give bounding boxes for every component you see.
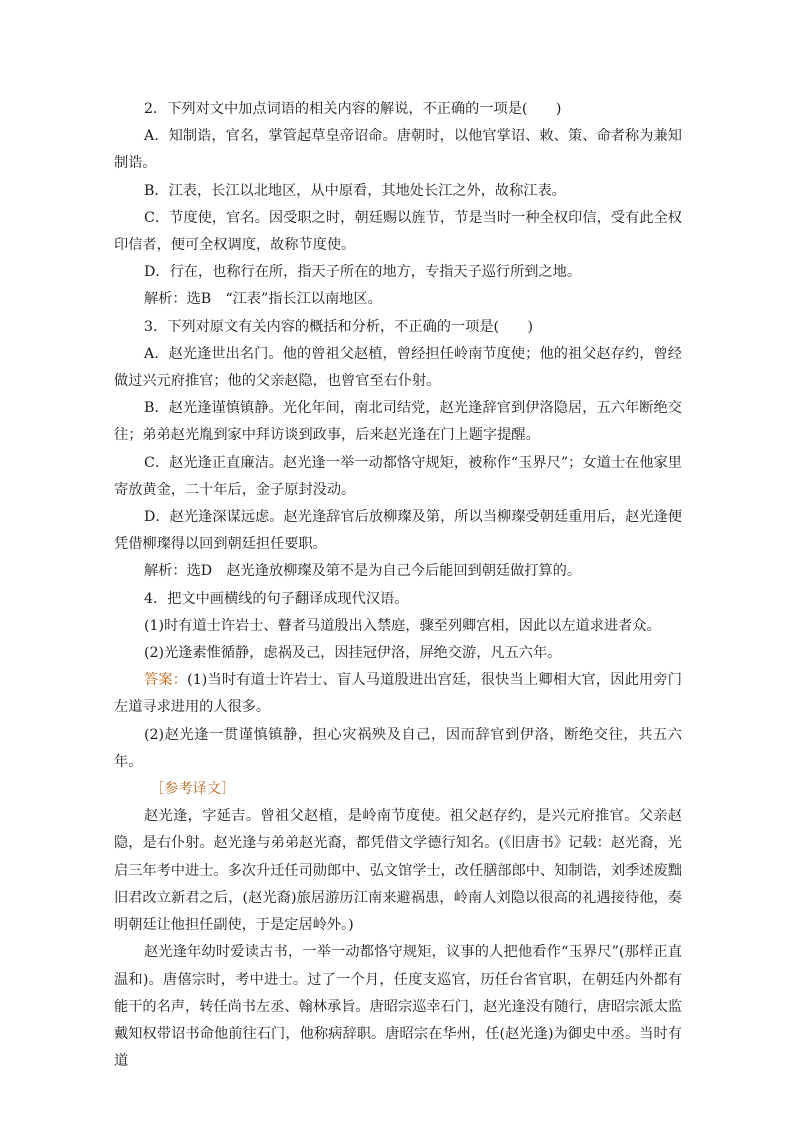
question-3-option-d: D．赵光逢深谋远虑。赵光逢辞官后放柳璨及第，所以当柳璨受朝廷重用后，赵光逢便凭借柳璨得以回到朝廷担任要职。 [114,509,682,553]
translation-paragraph-2: 赵光逢年幼时爱读古书，一举一动都恪守规矩，议事的人把他看作“玉界尺”(那样正直温和)。唐僖宗时，考中进士。过了一个月，任度支巡官，历任台省官职，在朝廷内外都有能干的名声，转任尚书左丞、翰林承旨。唐昭宗巡幸石门，赵光逢没有随行，唐昭宗派太监戴知权带诏书命他前往石门，他称病辞职。唐昭宗在华州，任(赵光逢)为御史中丞。当时有道 [114,944,682,1070]
question-3-stem: 3．下列对原文有关内容的概括和分析，不正确的一项是( ) [144,318,533,335]
question-2-analysis: 解析：选B “江表”指长江以南地区。 [144,291,382,308]
answer-label: 答案： [144,672,188,689]
question-3-analysis: 解析：选D 赵光逢放柳璨及第不是为自己今后能回到朝廷做打算的。 [144,563,582,580]
question-3-option-b: B．赵光逢谨慎镇静。光化年间，南北司结党，赵光逢辞官到伊洛隐居，五六年断绝交往；弟弟赵光胤到家中拜访谈到政事，后来赵光逢在门上题字提醒。 [114,400,682,444]
translation-paragraph-1: 赵光逢，字延吉。曾祖父赵植，是岭南节度使。祖父赵存约，是兴元府推官。父亲赵隐，是右仆射。赵光逢与弟弟赵光裔，都凭借文学德行知名。(《旧唐书》记载：赵光裔，光启三年考中进士。多次升迁任司勋郎中、弘文馆学士，改任膳部郎中、知制诰，刘季述废黜旧君改立新君之后，(赵光裔)旅居游历江南来避祸患，岭南人刘隐以很高的礼遇接待他，奏明朝廷让他担任副使，于是定居岭外。) [114,808,682,934]
question-4-item-2: (2)光逢素惟循静，虑祸及己，因挂冠伊洛，屏绝交游，凡五六年。 [144,645,562,662]
question-2-stem: 2．下列对文中加点词语的相关内容的解说，不正确的一项是( ) [144,101,562,117]
question-3-option-c: C．赵光逢正直廉洁。赵光逢一举一动都恪守规矩，被称作“玉界尺”；女道士在他家里寄放黄金，二十年后，金子原封没动。 [114,454,682,498]
question-4-answer-2: (2)赵光逢一贯谨慎镇静，担心灾祸殃及自己，因而辞官到伊洛，断绝交往，共五六年。 [114,726,682,770]
question-2-option-d: D．行在，也称行在所，指天子所在的地方，专指天子巡行所到之地。 [144,264,582,281]
question-2-option-c: C．节度使，官名。因受职之时，朝廷赐以旌节，节是当时一种全权印信，受有此全权印信者，便可全权调度，故称节度使。 [114,209,682,254]
translation-heading: ［参考译文］ [150,781,236,798]
question-3-option-a: A．赵光逢世出名门。他的曾祖父赵植，曾经担任岭南节度使；他的祖父赵存约，曾经做过兴元府推官；他的父亲赵隐，也曾官至右仆射。 [114,345,682,390]
question-2-option-a: A．知制诰，官名，掌管起草皇帝诏命。唐朝时，以他官掌诏、敕、策、命者称为兼知制诰。 [114,128,682,172]
question-4-answer-1 [114,667,682,721]
question-4-stem: 4．把文中画横线的句子翻译成现代汉语。 [144,590,409,607]
answer-1-text: (1)当时有道士许岩士、盲人马道殷进出宫廷，很快当上卿相大官，因此用旁门左道寻求进用的人很多。 [114,672,682,716]
document-page [114,96,682,1075]
question-4-item-1: (1)时有道士许岩士、瞽者马道殷出入禁庭，骤至列卿宫相，因此以左道求进者众。 [144,617,661,634]
question-2-option-b: B．江表，长江以北地区，从中原看，其地处长江之外，故称江表。 [144,182,566,199]
